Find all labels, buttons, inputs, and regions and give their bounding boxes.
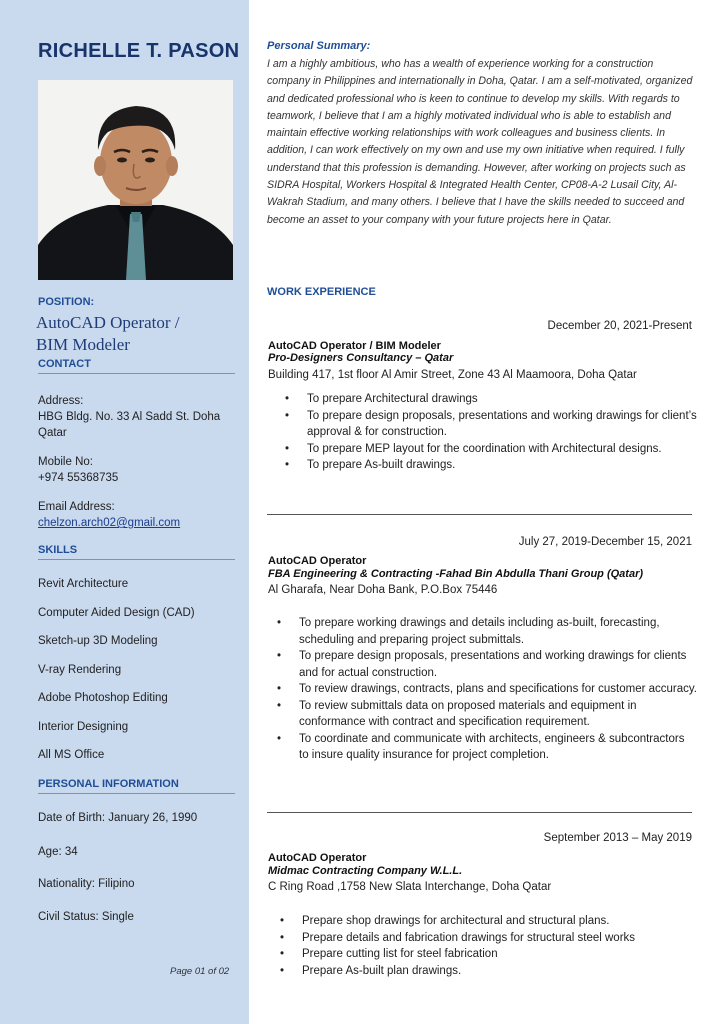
personal-info-item: Date of Birth: January 26, 1990 [38,812,198,824]
job-address: Building 417, 1st floor Al Amir Street, Zone 43 Al Maamoora, Doha Qatar [268,369,637,381]
bullet-icon: • [280,964,285,977]
job-date: December 20, 2021-Present [547,320,692,332]
bullet-icon: • [285,409,290,422]
job-duty-item [285,408,697,441]
position-value-line-2: BIM Modeler [36,335,130,354]
summary-heading: Personal Summary: [267,40,371,52]
sidebar [0,0,249,1024]
job-duty-item [280,913,700,930]
job-duties-list [280,913,700,979]
address-block [38,393,238,441]
section-divider [267,812,692,813]
position-value [36,312,241,356]
job-duty-text: To prepare design proposals, presentations and working drawings for client’s approval & for construction. [307,409,697,438]
personal-info-item: Age: 34 [38,846,78,858]
bullet-icon: • [277,617,282,629]
summary-text: I am a highly ambitious, who has a wealth of experience working for a construction company in Philippines and internationally in Doha, Qatar. I am a self-motivated, organized and dedicated professional who is keen to continue to develop my skills. With regards to teamwork, I believe that I am a highly motivated individual who is able to establish and maintain effective working relationships with work colleagues and business clients. In addition, I can work effectively on my own and use my own initiative when required. I fully understand that this profession is demanding. However, after working on projects such as SIDRA Hospital, Workers Hospital & Integrated Health Center, CP08-A-2 Lusail City, Al-Wakrah Stadium, and many others. I believe that I have the skills needed to succeed and become an asset to your company with your future projects here in Qatar. [267,58,693,226]
position-label: POSITION: [38,296,95,308]
job-duty-text: To review submittals data on proposed materials and equipment in conformance with contract and specification requirement. [299,699,637,728]
bullet-icon: • [277,732,282,745]
bullet-icon: • [280,915,285,927]
job-duty-item [277,731,697,764]
job-duty-text: Prepare details and fabrication drawings for structural steel works [302,931,636,944]
job-duty-text: Prepare cutting list for steel fabrication [302,948,498,960]
profile-photo [38,80,233,280]
bullet-icon: • [277,699,282,712]
job-duty-text: To review drawings, contracts, plans and specifications for customer accuracy. [299,683,697,695]
job-duty-text: Prepare As-built plan drawings. [302,964,462,977]
email-block [38,499,238,531]
job-company: FBA Engineering & Contracting -Fahad Bin Abdulla Thani Group (Qatar) [268,568,644,580]
job-duty-text: Prepare shop drawings for architectural and structural plans. [302,915,610,927]
job-duty-text: To prepare working drawings and details including as-built, forecasting, scheduling and preparing project submittals. [299,617,660,646]
bullet-icon: • [280,931,285,944]
job-title: AutoCAD Operator [268,852,367,864]
job-duties-list [285,391,697,474]
email-label: Email Address: [38,501,115,513]
skill-item: Revit Architecture [38,578,129,590]
personal-info-item: Civil Status: Single [38,911,134,923]
contact-heading: CONTACT [38,358,235,374]
job-duty-text: To prepare design proposals, presentations and working drawings for clients and for actual construction. [299,650,687,679]
personal-info-heading: PERSONAL INFORMATION [38,778,235,794]
position-value-line-1: AutoCAD Operator / [36,313,180,332]
address-label: Address: [38,395,84,407]
personal-info-item: Nationality: Filipino [38,878,135,890]
mobile-value: +974 55368735 [38,472,119,484]
mobile-block [38,454,238,486]
page-number: Page 01 of 02 [170,966,230,977]
bullet-icon: • [285,459,290,471]
skill-item: Sketch-up 3D Modeling [38,635,158,647]
job-duty-item [280,963,700,980]
skill-item: Interior Designing [38,721,129,733]
email-link[interactable]: chelzon.arch02@gmail.com [38,517,181,529]
bullet-icon: • [285,442,290,455]
bullet-icon: • [277,650,282,662]
job-duty-item [285,391,697,408]
skill-item: V-ray Rendering [38,664,122,676]
job-company: Midmac Contracting Company W.L.L. [268,865,463,877]
job-duties-list [277,615,697,764]
skills-heading: SKILLS [38,544,235,560]
job-duty-text: To prepare MEP layout for the coordination with Architectural designs. [307,442,662,455]
section-divider [267,514,692,515]
job-duty-item [285,457,697,474]
job-duty-item [280,930,700,947]
bullet-icon: • [280,948,285,960]
bullet-icon: • [277,683,282,695]
job-duty-text: To coordinate and communicate with architects, engineers & subcontractors to insure quality insurance for project completion. [299,732,685,761]
job-date: September 2013 – May 2019 [543,832,692,844]
job-duty-item [277,698,697,731]
profile-photo-illustration [38,80,233,280]
job-duty-text: To prepare As-built drawings. [307,459,456,471]
main-content [249,0,724,1024]
candidate-name: RICHELLE T. PASON [38,40,240,62]
job-duty-item [280,946,700,963]
job-duty-text: To prepare Architectural drawings [307,393,478,405]
job-duty-item [285,441,697,458]
address-value: HBG Bldg. No. 33 Al Sadd St. Doha Qatar [38,411,221,439]
job-duty-item [277,681,697,698]
job-address: Al Gharafa, Near Doha Bank, P.O.Box 75446 [268,584,498,596]
skill-item: Adobe Photoshop Editing [38,692,168,704]
job-duty-item [277,648,697,681]
job-title: AutoCAD Operator / BIM Modeler [268,340,441,352]
job-duty-item [277,615,697,648]
job-address: C Ring Road ,1758 New Slata Interchange, Doha Qatar [268,881,552,893]
work-experience-heading: WORK EXPERIENCE [267,286,376,298]
bullet-icon: • [285,393,290,405]
job-title: AutoCAD Operator [268,555,367,567]
job-date: July 27, 2019-December 15, 2021 [518,536,692,548]
skill-item: Computer Aided Design (CAD) [38,607,195,619]
mobile-label: Mobile No: [38,456,93,468]
skill-item: All MS Office [38,749,105,761]
job-company: Pro-Designers Consultancy – Qatar [268,352,454,364]
